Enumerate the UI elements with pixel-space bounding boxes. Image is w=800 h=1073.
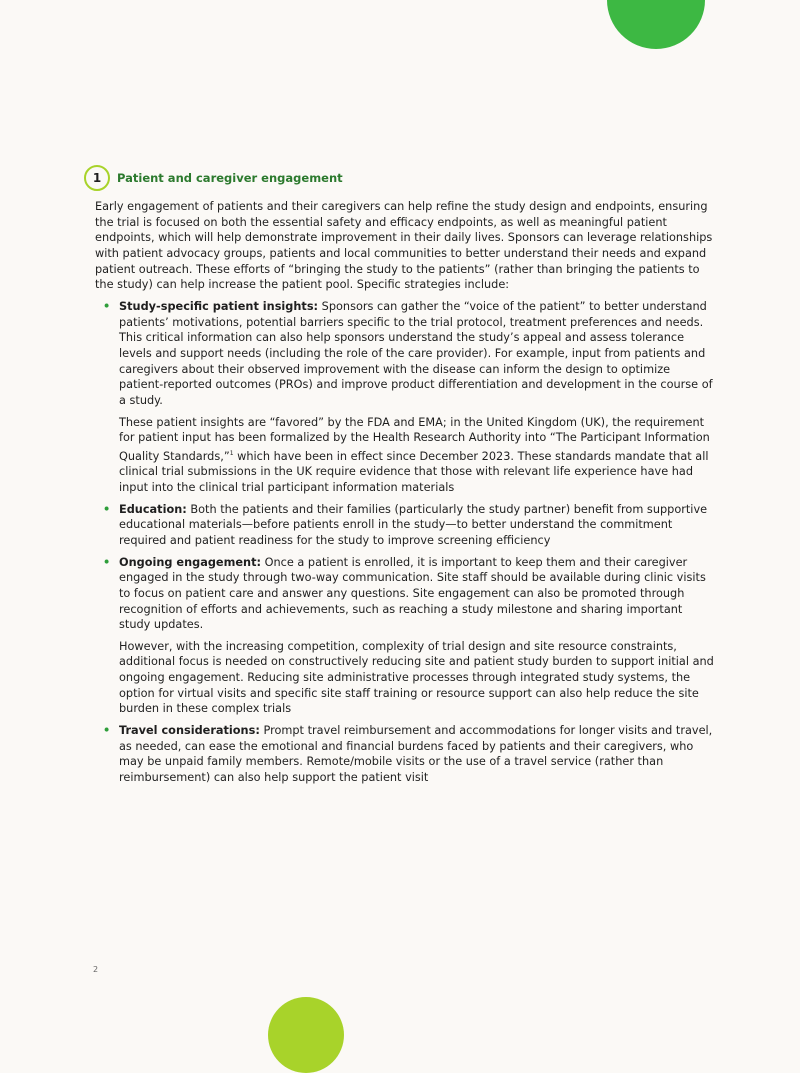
section-title: Patient and caregiver engagement — [117, 171, 343, 185]
strategy-label: Travel considerations: — [119, 724, 260, 738]
strategy-extra-text: These patient insights are “favored” by the FDA and EMA; in the United Kingdom (UK), the requirement for patient input has been formalized by the Health Research Authority into “The Participant Information Quality Standards,” — [119, 415, 710, 463]
section-body — [95, 199, 715, 792]
intro-paragraph: Early engagement of patients and their caregivers can help refine the study design and endpoints, ensuring the trial is focused on both the essential safety and efficacy endpoints, as well as meaningful patient endpoints, which will help demonstrate improvement in their daily lives. Sponsors can leverage relationships with patient advocacy groups, patients and local communities to better understand their needs and expand patient outreach. These efforts of “bringing the study to the patients” (rather than bringing the patients to the study) can help increase the patient pool. Specific strategies include: — [95, 200, 713, 292]
strategy-text: Once a patient is enrolled, it is important to keep them and their caregiver engaged in the study through two-way communication. Site staff should be available during clinic visits to focus on patient care and answer any questions. Site engagement can also be promoted through recognition of efforts and achievements, such as reaching a study milestone and sharing important study updates. — [119, 555, 706, 632]
strategy-text: Both the patients and their families (particularly the study partner) benefit from supportive educational materials—before patients enroll in the study—to better understand the commitment required and patient readiness for the study to improve screening efficiency — [119, 502, 708, 547]
strategy-text: Prompt travel reimbursement and accommodations for longer visits and travel, as needed, can ease the emotional and financial burdens faced by patients and their caregivers, who may be unpaid family members. Remote/mobile visits or the use of a travel service (rather than reimbursement) can also help support the patient visit — [119, 724, 713, 785]
strategy-label: Ongoing engagement: — [119, 555, 261, 569]
strategy-label: Study-specific patient insights: — [119, 299, 319, 313]
strategy-item-patient-insights — [95, 299, 715, 496]
strategy-paragraph — [119, 502, 715, 549]
bullet-icon: • — [103, 502, 111, 516]
strategy-paragraph — [119, 555, 715, 633]
strategy-text: Sponsors can gather the “voice of the patient” to better understand patients’ motivations, potential barriers specific to the trial protocol, treatment preferences and needs. This critical information can also help sponsors understand the study’s appeal and assess tolerance levels and support needs (including the role of the care provider). For example, input from patients and caregivers about their observed improvement with the disease can inform the design to optimize patient-reported outcomes (PROs) and improve product differentiation and development in the course of a study. — [119, 299, 713, 407]
section-header — [84, 165, 343, 191]
strategy-item-travel — [95, 723, 715, 786]
decorative-green-circle-top — [607, 0, 705, 49]
section-number-badge: 1 — [84, 165, 110, 191]
strategy-extra-text-continued: which have been in effect since December 2023. These standards mandate that all clinical trial submissions in the UK require evidence that those with relevant life experience have had input into the clinical trial participant information materials — [119, 449, 709, 494]
strategy-item-education — [95, 502, 715, 549]
bullet-icon: • — [103, 299, 111, 313]
strategy-paragraph — [119, 723, 715, 786]
strategy-paragraph — [119, 299, 715, 409]
bullet-icon: • — [103, 724, 111, 738]
bullet-icon: • — [103, 555, 111, 569]
strategy-extra-paragraph — [119, 415, 715, 496]
strategies-list — [95, 299, 715, 786]
footnote-reference: 1 — [229, 449, 234, 457]
page-number: 2 — [93, 965, 99, 974]
strategy-extra-paragraph: However, with the increasing competition, complexity of trial design and site resource constraints, additional focus is needed on constructively reducing site and patient study burden to support initial and ongoing engagement. Reducing site administrative processes through integrated study systems, the option for virtual visits and specific site staff training or resource support can also help reduce the site burden in these complex trials — [119, 639, 714, 716]
decorative-lime-circle-bottom — [268, 997, 344, 1073]
strategy-label: Education: — [119, 502, 187, 516]
strategy-item-ongoing-engagement — [95, 555, 715, 718]
